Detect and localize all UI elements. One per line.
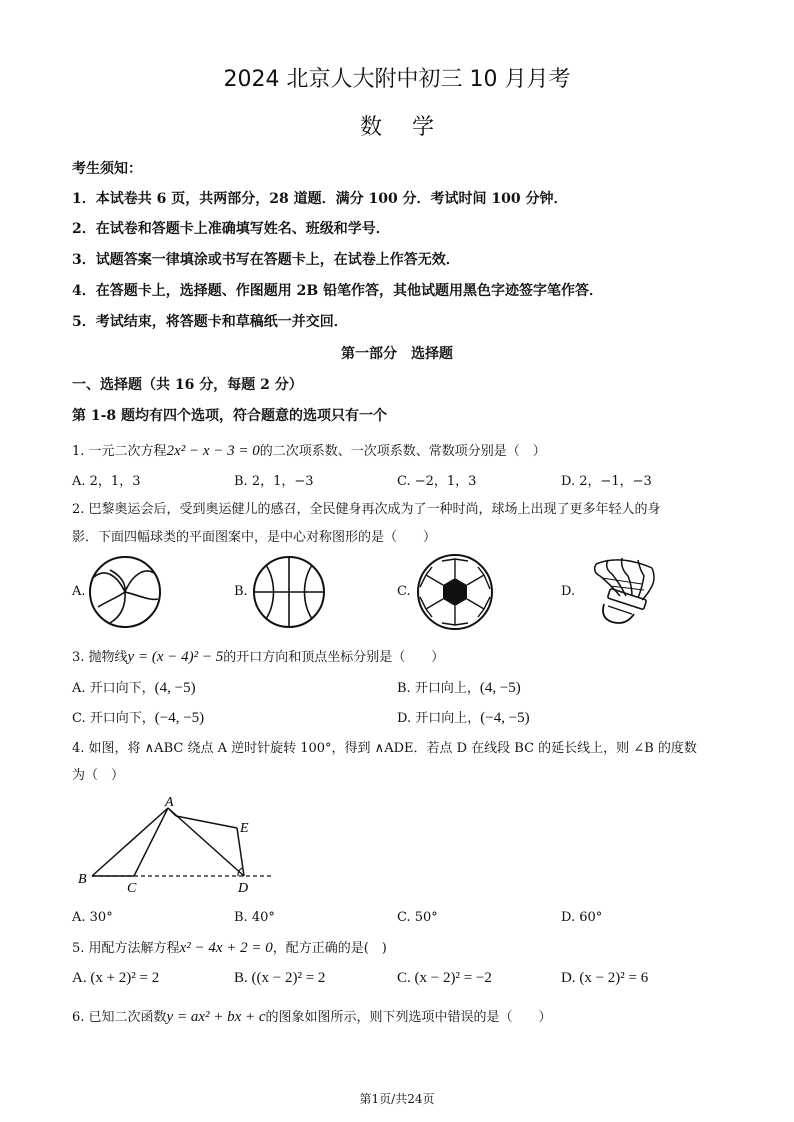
- notice-rule: 3．试题答案一律填涂或书写在答题卡上，在试卷上作答无效．: [72, 252, 460, 268]
- point-label-a: A: [165, 795, 174, 810]
- q1-option-c: C. −2，1，3: [397, 474, 477, 489]
- q3-option-b: B. 开口向上，(4, −5): [397, 680, 521, 696]
- q3-option-a: A. 开口向下，(4, −5): [72, 680, 196, 696]
- q1-option-d: D. 2，−1，−3: [561, 474, 652, 489]
- q2-label-c: C.: [397, 584, 411, 599]
- notice-rule: 2．在试卷和答题卡上准确填写姓名、班级和学号．: [72, 221, 390, 237]
- point-label-b: B: [78, 872, 87, 887]
- q3-option-d: D. 开口向上，(−4, −5): [397, 710, 530, 726]
- question-5: [72, 937, 387, 957]
- q5-option-d: D. (x − 2)² = 6: [561, 970, 649, 986]
- q1-suffix: 的二次项系数、一次项系数、常数项分别是（ ）: [259, 444, 546, 459]
- q3-prefix: 3. 抛物线: [72, 650, 128, 665]
- segment-ab: [92, 808, 168, 876]
- question-4-line-2: 为（ ）: [72, 768, 125, 783]
- q6-equation: y = ax² + bx + c: [166, 1009, 266, 1025]
- q4-option-a: A. 30°: [72, 910, 113, 925]
- point-label-c: C: [127, 881, 137, 896]
- notice-rule: 4．在答题卡上，选择题、作图题用 2B 铅笔作答，其他试题用黑色字迹签字笔作答．: [72, 283, 604, 299]
- q3-option-c: C. 开口向下，(−4, −5): [72, 710, 205, 726]
- q1-option-a: A. 2，1，3: [72, 474, 141, 489]
- q5-suffix: ，配方正确的是( ): [272, 941, 387, 956]
- q6-prefix: 6. 已知二次函数: [72, 1010, 167, 1025]
- q1-option-b: B. 2，1，−3: [234, 474, 314, 489]
- q3-equation: y = (x − 4)² − 5: [127, 649, 224, 665]
- page-title: 2024 北京人大附中初三 10 月月考: [223, 67, 571, 92]
- question-6: [72, 1006, 552, 1026]
- point-label-d: D: [238, 881, 249, 896]
- section-instruction: 第 1-8 题均有四个选项，符合题意的选项只有一个: [72, 408, 388, 424]
- q5-prefix: 5. 用配方法解方程: [72, 941, 180, 956]
- notice-rule: 5．考试结束，将答题卡和草稿纸一并交回．: [72, 314, 348, 330]
- question-1: [72, 440, 546, 460]
- q4-option-b: B. 40°: [234, 910, 275, 925]
- q4-option-d: D. 60°: [561, 910, 603, 925]
- segment-ad: [168, 808, 244, 876]
- q5-option-b: B. ((x − 2)² = 2: [234, 970, 326, 986]
- question-4-line-1: 4. 如图，将 ∧ABC 绕点 A 逆时针旋转 100°，得到 ∧ADE．若点 D 在线段 BC 的延长线上，则 ∠B 的度数: [72, 741, 697, 756]
- soccer-ball-icon: [416, 553, 494, 631]
- q5-option-a: A. (x + 2)² = 2: [72, 970, 160, 986]
- question-3: [72, 646, 444, 666]
- page-footer: 第1页/共24页: [359, 1092, 435, 1106]
- segment-ae: [176, 816, 237, 828]
- q1-prefix: 1. 一元二次方程: [72, 444, 167, 459]
- part-title: 第一部分 选择题: [341, 346, 453, 362]
- notice-heading: 考生须知：: [72, 161, 142, 177]
- volleyball-icon: [88, 555, 162, 629]
- q2-label-a: A.: [72, 584, 86, 599]
- shuttlecock-icon: [590, 556, 660, 628]
- question-2-line-2: 影．下面四幅球类的平面图案中，是中心对称图形的是（ ）: [72, 530, 437, 545]
- segment-ac: [134, 808, 168, 876]
- section-title: 一、选择题（共 16 分，每题 2 分）: [72, 377, 303, 393]
- q3-suffix: 的开口方向和顶点坐标分别是（ ）: [223, 650, 445, 665]
- q4-option-c: C. 50°: [397, 910, 438, 925]
- basketball-icon: [252, 555, 326, 629]
- q2-label-b: B.: [234, 584, 248, 599]
- subject-title: 数学: [359, 115, 464, 140]
- q2-label-d: D.: [561, 584, 576, 599]
- point-label-e: E: [240, 821, 249, 836]
- q1-equation: 2x² − x − 3 = 0: [166, 443, 260, 459]
- rotation-figure: [72, 796, 292, 896]
- notice-rule: 1．本试卷共 6 页，共两部分，28 道题．满分 100 分．考试时间 100 分钟．: [72, 191, 568, 207]
- q5-option-c: C. (x − 2)² = −2: [397, 970, 492, 986]
- q6-suffix: 的图象如图所示，则下列选项中错误的是（ ）: [265, 1010, 552, 1025]
- question-2-line-1: 2. 巴黎奥运会后，受到奥运健儿的感召，全民健身再次成为了一种时尚，球场上出现了更多年轻人的身: [72, 502, 661, 517]
- q5-equation: x² − 4x + 2 = 0: [179, 940, 273, 956]
